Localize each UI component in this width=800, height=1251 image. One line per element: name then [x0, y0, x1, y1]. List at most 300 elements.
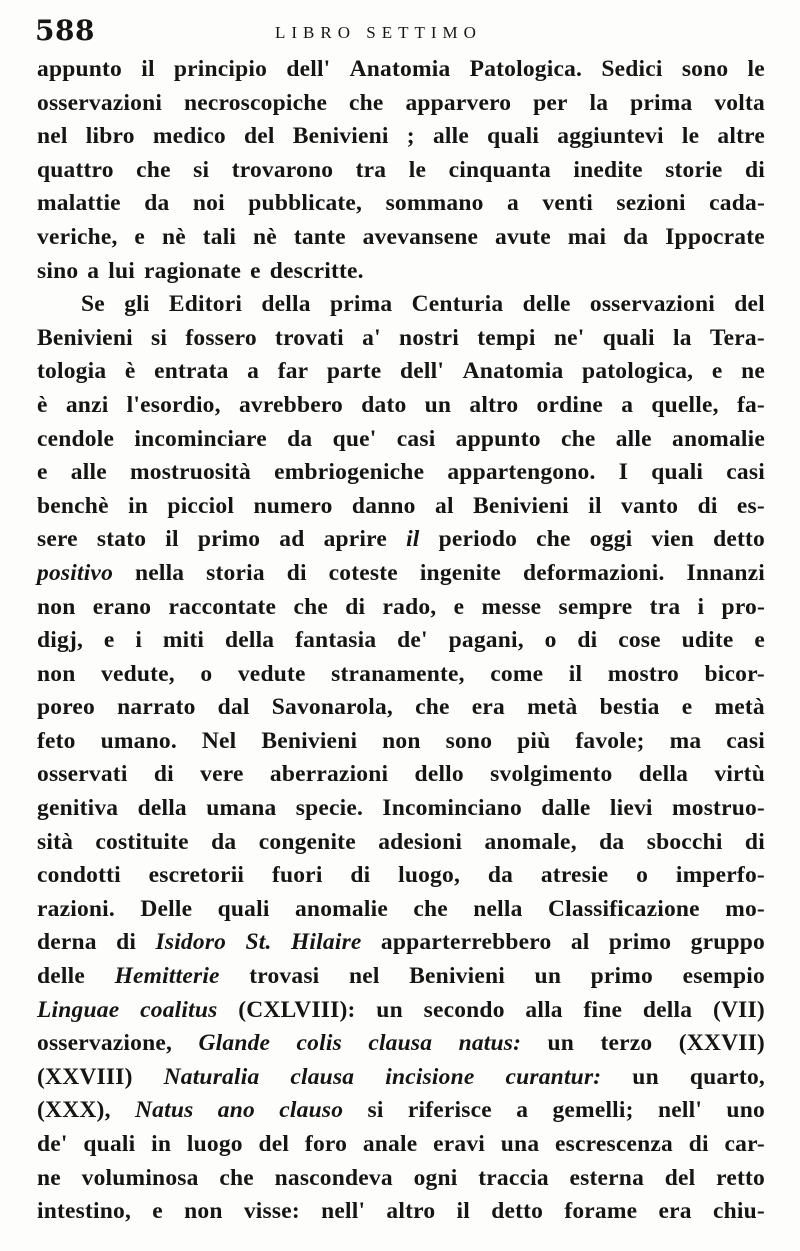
- word: per: [533, 89, 568, 116]
- word: un: [534, 963, 562, 990]
- word: a: [507, 190, 519, 217]
- word: le: [408, 156, 427, 183]
- word: de': [37, 1131, 68, 1157]
- word: Isidoro: [155, 929, 227, 956]
- word: narrato: [117, 694, 196, 721]
- word: alle: [615, 425, 652, 452]
- word: udite: [681, 627, 734, 654]
- word: dell': [286, 56, 331, 82]
- word: una: [500, 1131, 540, 1157]
- word: delle: [37, 963, 85, 990]
- word: Tera-: [709, 324, 765, 351]
- word: casi: [726, 459, 765, 486]
- word: descritte.: [269, 257, 364, 284]
- word: bestia: [599, 694, 660, 721]
- word: incisione: [385, 1063, 475, 1090]
- word: Natus: [134, 1097, 194, 1124]
- word: oggi: [589, 526, 633, 553]
- word: detto: [491, 1198, 544, 1225]
- word: osservazioni: [37, 89, 163, 116]
- word: sere: [37, 526, 78, 553]
- word: del: [244, 123, 275, 150]
- text-line: [37, 694, 765, 728]
- word: cose: [618, 627, 661, 654]
- word: storie: [665, 156, 723, 183]
- word: altre: [717, 123, 765, 150]
- word: trovarono: [231, 156, 334, 183]
- word: visse:: [243, 1198, 300, 1225]
- word: altro: [386, 1198, 436, 1225]
- word: entrata: [154, 358, 229, 385]
- word: non: [37, 660, 76, 687]
- word: di: [153, 761, 174, 788]
- word: colis: [296, 1030, 342, 1057]
- word: que': [332, 425, 377, 452]
- word: nel: [348, 963, 380, 990]
- word: rado,: [382, 593, 437, 620]
- word: altro: [469, 391, 519, 418]
- word: sbocchi: [646, 828, 723, 855]
- word: primo: [590, 963, 654, 990]
- word: ne: [37, 1164, 61, 1191]
- word: anomalie: [672, 425, 765, 452]
- word: sezioni: [616, 190, 686, 217]
- word: Ippocrate: [665, 223, 765, 250]
- word: fantasia: [295, 627, 377, 654]
- word: e: [37, 459, 48, 486]
- word: ne': [553, 324, 585, 351]
- word: periodo: [438, 526, 518, 553]
- word: vedute,: [101, 660, 175, 687]
- text-line: [37, 627, 765, 661]
- word: Se: [81, 291, 105, 318]
- word: St.: [245, 929, 272, 956]
- word: uno: [726, 1097, 765, 1124]
- word: voluminosa: [81, 1164, 199, 1191]
- word: favole;: [575, 727, 645, 754]
- word: si: [151, 324, 168, 351]
- word: da: [144, 190, 170, 217]
- word: de': [397, 627, 428, 654]
- word: imperfo-: [675, 862, 765, 889]
- word: embriogeniche: [274, 459, 425, 486]
- text-line: [37, 761, 765, 795]
- word: benchè: [37, 492, 109, 519]
- word: sempre: [558, 593, 633, 620]
- word: nè: [253, 223, 277, 250]
- word: Benivieni: [409, 963, 505, 990]
- word: quattro: [37, 156, 114, 183]
- word: da: [287, 425, 313, 452]
- text-line: [37, 123, 765, 157]
- text-line: [37, 795, 765, 829]
- word: far: [277, 358, 309, 385]
- word: medico: [152, 123, 226, 150]
- word: razioni.: [37, 895, 115, 922]
- word: tra: [355, 156, 387, 183]
- word: I: [618, 459, 629, 486]
- text-line: [37, 291, 765, 325]
- word: umana: [206, 795, 277, 822]
- word: poreo: [37, 694, 96, 721]
- word: miti: [162, 627, 205, 654]
- text-line: [37, 392, 765, 426]
- word: virtù: [714, 761, 765, 788]
- word: secondo: [423, 996, 505, 1023]
- word: e: [681, 694, 693, 721]
- word: primo: [197, 526, 261, 553]
- text-line: [37, 997, 765, 1031]
- word: clausa: [368, 1030, 433, 1057]
- word: mostruosità: [129, 459, 251, 486]
- word: atresie: [540, 862, 609, 889]
- text-line: [37, 56, 765, 90]
- word: terzo: [600, 1030, 653, 1057]
- word: ingenite: [419, 559, 502, 586]
- word: vien: [651, 526, 694, 553]
- word: gli: [124, 291, 150, 318]
- word: casi: [396, 425, 436, 452]
- word: la: [589, 89, 609, 116]
- word: mostro: [607, 660, 680, 687]
- word: luogo,: [398, 862, 461, 889]
- word: casi: [726, 727, 765, 754]
- word: di: [116, 929, 137, 956]
- word: Glande: [198, 1030, 271, 1057]
- text-line: [37, 594, 765, 628]
- word: dell': [399, 358, 445, 385]
- word: dal: [217, 694, 250, 721]
- word: del: [258, 1131, 290, 1157]
- word: sità: [37, 828, 74, 855]
- word: messe: [481, 593, 542, 620]
- word: il: [141, 56, 155, 82]
- word: era: [658, 1198, 692, 1225]
- word: trovasi: [249, 963, 320, 990]
- word: anomalie: [294, 895, 388, 922]
- word: sono: [445, 727, 493, 754]
- word: cada-: [709, 190, 765, 217]
- word: Patologica.: [469, 56, 583, 82]
- text-line: [37, 224, 765, 258]
- word: metà: [714, 694, 765, 721]
- text-line: [37, 459, 765, 493]
- word: stato: [96, 526, 147, 553]
- word: o: [544, 627, 557, 654]
- word: nostri: [399, 324, 459, 351]
- word: della: [137, 795, 187, 822]
- word: sono: [681, 56, 729, 82]
- word: e: [250, 257, 261, 284]
- word: lievi: [609, 795, 653, 822]
- word: un: [632, 1063, 659, 1090]
- word: clauso: [279, 1097, 344, 1124]
- word: Incominciano: [382, 795, 522, 822]
- word: feto: [37, 727, 76, 754]
- word: mostruo-: [671, 795, 765, 822]
- word: da: [599, 828, 625, 855]
- word: ogni: [413, 1164, 458, 1191]
- word: appunto: [37, 56, 123, 82]
- word: osservazioni: [589, 291, 715, 318]
- word: ma: [669, 727, 702, 754]
- word: delle: [522, 291, 571, 318]
- word: e: [711, 358, 723, 385]
- word: o: [636, 862, 649, 889]
- text-line: [37, 1097, 765, 1131]
- word: a: [516, 1097, 529, 1124]
- word: sommano: [385, 190, 484, 217]
- word: esempio: [682, 963, 765, 990]
- word: nascondeva: [274, 1164, 393, 1191]
- word: coalitus: [140, 996, 218, 1023]
- word: alle: [70, 459, 107, 486]
- word: costituite: [95, 828, 189, 855]
- word: dello: [414, 761, 464, 788]
- word: che: [219, 1164, 254, 1191]
- word: retto: [716, 1164, 765, 1191]
- word: quali: [651, 459, 704, 486]
- word: Benivieni: [473, 492, 569, 519]
- text-line: [37, 661, 765, 695]
- text-line: [37, 896, 765, 930]
- text-line: [37, 358, 765, 392]
- word: in: [128, 492, 149, 519]
- word: (XXVIII): [37, 1063, 133, 1090]
- text-line: [37, 929, 765, 963]
- word: aggiuntevi: [557, 123, 664, 150]
- word: Innanzi: [686, 559, 765, 586]
- word: (CXLVIII):: [238, 996, 356, 1023]
- word: avevansene: [362, 223, 479, 250]
- word: del: [734, 291, 765, 318]
- word: pagani,: [448, 627, 524, 654]
- word: le: [681, 123, 700, 150]
- word: fa-: [736, 391, 765, 418]
- word: natus:: [458, 1030, 522, 1057]
- word: volta: [714, 89, 765, 116]
- word: Benivieni: [37, 324, 133, 351]
- word: nell': [658, 1097, 703, 1124]
- word: al: [435, 492, 454, 519]
- word: nè: [161, 223, 186, 250]
- text-line: [37, 728, 765, 762]
- word: sino: [37, 257, 79, 284]
- text-line: [37, 493, 765, 527]
- word: non: [382, 727, 421, 754]
- word: un: [424, 391, 452, 418]
- word: Sedici: [601, 56, 663, 82]
- text-line: [37, 426, 765, 460]
- word: (XXVII): [678, 1030, 765, 1057]
- word: alle: [432, 123, 469, 150]
- word: curantur:: [505, 1063, 602, 1090]
- word: non: [37, 593, 76, 620]
- word: eravi: [433, 1131, 486, 1157]
- word: apparterrebbero: [380, 929, 552, 956]
- word: di: [345, 593, 366, 620]
- word: ad: [279, 526, 305, 553]
- word: umano.: [100, 727, 177, 754]
- text-line: [37, 1198, 765, 1232]
- word: di: [688, 1131, 709, 1157]
- word: coteste: [328, 559, 398, 586]
- word: digj,: [37, 627, 84, 654]
- page-number: 588: [35, 14, 95, 47]
- word: tempi: [477, 324, 536, 351]
- word: avrebbero: [238, 391, 343, 418]
- word: aberrazioni: [269, 761, 389, 788]
- word: ordine: [536, 391, 603, 418]
- word: storia: [206, 559, 265, 586]
- word: svolgimento: [490, 761, 613, 788]
- word: cinquanta: [448, 156, 551, 183]
- word: il: [456, 1198, 470, 1225]
- word: appartengono.: [447, 459, 596, 486]
- word: nell': [321, 1198, 366, 1225]
- word: e: [754, 627, 765, 654]
- word: (XXX),: [37, 1097, 111, 1124]
- word: era: [471, 694, 505, 721]
- word: che: [293, 593, 328, 620]
- word: Benivieni: [292, 123, 389, 150]
- word: picciol: [167, 492, 235, 519]
- word: fine: [583, 996, 623, 1023]
- word: l'esordio,: [126, 391, 221, 418]
- word: danno: [351, 492, 416, 519]
- word: congenite: [258, 828, 356, 855]
- word: che: [136, 156, 171, 183]
- text-line: [37, 90, 765, 124]
- word: avute: [495, 223, 551, 250]
- text-line: [37, 1131, 765, 1165]
- word: adesioni: [378, 828, 463, 855]
- word: da: [487, 862, 514, 889]
- word: pro-: [721, 593, 765, 620]
- word: deformazioni.: [522, 559, 665, 586]
- word: venti: [542, 190, 593, 217]
- word: gemelli;: [552, 1097, 634, 1124]
- word: le: [747, 56, 765, 82]
- word: a: [87, 257, 100, 284]
- word: riferisce: [407, 1097, 492, 1124]
- word: di: [577, 627, 598, 654]
- word: si: [193, 156, 210, 183]
- word: apparvero: [405, 89, 512, 116]
- word: Benivieni: [261, 727, 358, 754]
- word: erano: [92, 593, 152, 620]
- word: Savonarola,: [271, 694, 393, 721]
- word: fossero: [185, 324, 257, 351]
- word: nella: [473, 895, 523, 922]
- word: forame: [564, 1198, 638, 1225]
- word: ;: [406, 123, 415, 150]
- text-line: [37, 258, 765, 292]
- text-line: [37, 325, 765, 359]
- text-line: [37, 526, 765, 560]
- word: Hemitterie: [114, 963, 220, 990]
- word: è: [124, 358, 136, 385]
- word: che: [536, 526, 571, 553]
- word: dato: [361, 391, 407, 418]
- word: (VII): [712, 996, 765, 1023]
- word: che: [560, 425, 596, 452]
- word: necroscopiche: [184, 89, 328, 116]
- word: clausa: [290, 1063, 355, 1090]
- word: vanto: [621, 492, 679, 519]
- word: i: [697, 593, 705, 620]
- text-line: [37, 1165, 765, 1199]
- word: Anatomia: [462, 358, 564, 385]
- word: ne: [741, 358, 765, 385]
- word: libro: [85, 123, 135, 150]
- word: Editori: [168, 291, 243, 318]
- word: car-: [724, 1131, 765, 1157]
- word: parte: [326, 358, 382, 385]
- word: alla: [525, 996, 563, 1023]
- text-line: [37, 157, 765, 191]
- text-line: [37, 1064, 765, 1098]
- word: metà: [527, 694, 578, 721]
- word: condotti: [37, 862, 121, 889]
- word: tante: [293, 223, 346, 250]
- word: traccia: [478, 1164, 549, 1191]
- word: trovati: [275, 324, 344, 351]
- word: esterna: [569, 1164, 645, 1191]
- word: in: [151, 1131, 172, 1157]
- word: quarto,: [689, 1063, 765, 1090]
- body-text: [37, 56, 765, 1232]
- word: di: [350, 862, 371, 889]
- word: vedute: [237, 660, 306, 687]
- word: a: [621, 391, 634, 418]
- word: stranamente,: [331, 660, 465, 687]
- word: di: [744, 828, 765, 855]
- word: Centuria: [411, 291, 504, 318]
- word: il: [568, 660, 583, 687]
- word: aprire: [323, 526, 387, 553]
- word: specie.: [295, 795, 364, 822]
- word: da: [211, 828, 237, 855]
- word: non: [184, 1198, 223, 1225]
- word: che: [415, 694, 450, 721]
- word: detto: [713, 526, 765, 553]
- word: a': [362, 324, 381, 351]
- running-head: LIBRO SETTIMO: [275, 23, 482, 42]
- word: positivo: [37, 559, 114, 586]
- word: quali: [602, 324, 655, 351]
- word: Classificazione: [547, 895, 700, 922]
- word: Hilaire: [290, 929, 362, 956]
- word: il: [588, 492, 602, 519]
- word: prima: [329, 291, 393, 318]
- word: derna: [37, 929, 97, 956]
- word: fuori: [271, 862, 323, 889]
- word: genitiva: [37, 795, 119, 822]
- word: tali: [202, 223, 237, 250]
- word: e: [152, 1198, 163, 1225]
- word: la: [672, 324, 692, 351]
- word: raccontate: [168, 593, 277, 620]
- word: bicor-: [704, 660, 765, 687]
- word: da: [623, 223, 649, 250]
- word: luogo: [186, 1131, 243, 1157]
- word: chiu-: [712, 1198, 765, 1225]
- word: e: [453, 593, 465, 620]
- word: gruppo: [690, 929, 765, 956]
- word: intestino,: [37, 1198, 132, 1225]
- word: anzi: [65, 391, 109, 418]
